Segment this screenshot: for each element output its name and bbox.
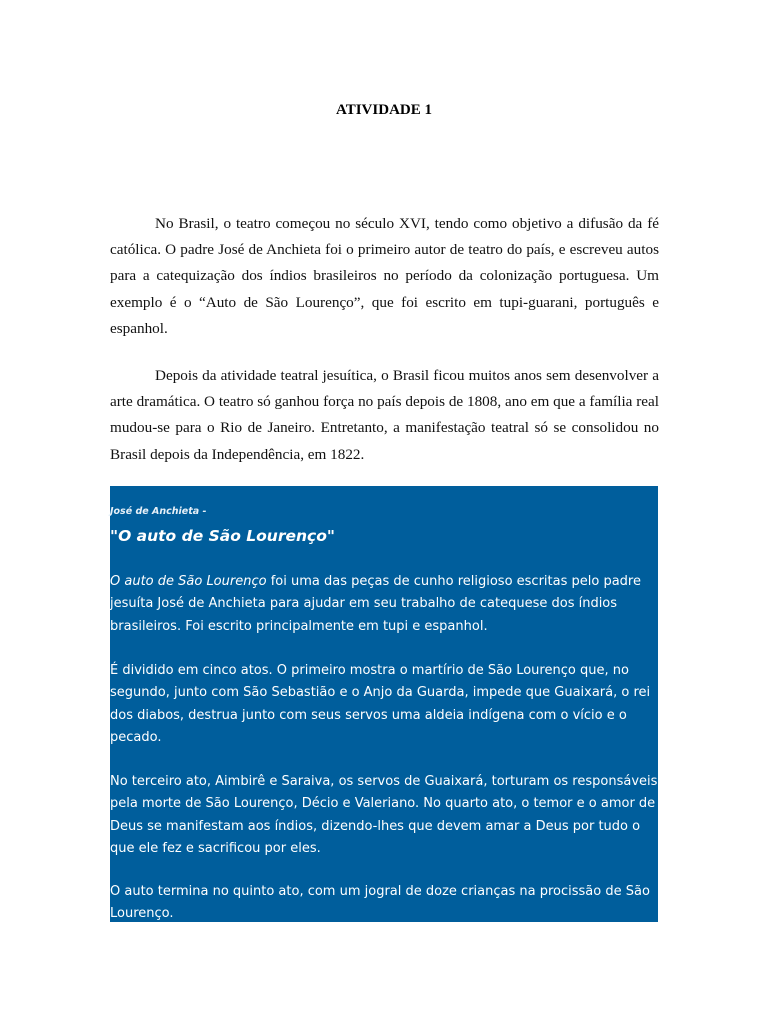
- paragraph-history: Depois da atividade teatral jesuítica, o Brasil ficou muitos anos sem desenvolver a arte dramática. O teatro só ganhou força no país depois de 1808, ano em que a família real mudou-se para o Rio de Janeiro. Entretanto, a manifestação teatral só se consolidou no Brasil depois da Independência, em 1822.: [110, 367, 659, 463]
- box-paragraph-3: No terceiro ato, Aimbirê e Saraiva, os servos de Guaixará, torturam os responsáveis pela morte de São Lourenço, Décio e Valeriano. No quarto ato, o temor e o amor de Deus se manifestam aos índios, dizendo-lhes que devem amar a Deus por tudo o que ele fez e sacrificou por eles.: [110, 774, 658, 856]
- box-paragraph-4: O auto termina no quinto ato, com um jogral de doze crianças na procissão de São Lourenço.: [110, 884, 650, 922]
- info-box: [110, 486, 658, 922]
- box-paragraph-1-text: foi uma das peças de cunho religioso escritas pelo padre jesuíta José de Anchieta para ajudar em seu trabalho de catequese dos índios brasileiros. Foi escrito principalmente em tupi e espanhol.: [110, 574, 641, 634]
- page-title: ATIVIDADE 1: [336, 102, 432, 118]
- work-title-italic: O auto de São Lourenço: [110, 574, 267, 589]
- paragraph-intro: No Brasil, o teatro começou no século XVI, tendo como objetivo a difusão da fé católica. O padre José de Anchieta foi o primeiro autor de teatro do país, e escreveu autos para a catequização dos índios brasileiros no período da colonização portuguesa. Um exemplo é o “Auto de São Lourenço”, que foi escrito em tupi-guarani, português e espanhol.: [110, 215, 659, 337]
- box-paragraph-2: É dividido em cinco atos. O primeiro mostra o martírio de São Lourenço que, no segundo, junto com São Sebastião e o Anjo da Guarda, impede que Guaixará, o rei dos diabos, destrua junto com seus servos uma aldeia indígena com o vício e o pecado.: [110, 663, 651, 745]
- box-paragraph-1: [110, 571, 658, 638]
- box-author: José de Anchieta -: [110, 506, 207, 517]
- box-title: "O auto de São Lourenço": [110, 527, 335, 545]
